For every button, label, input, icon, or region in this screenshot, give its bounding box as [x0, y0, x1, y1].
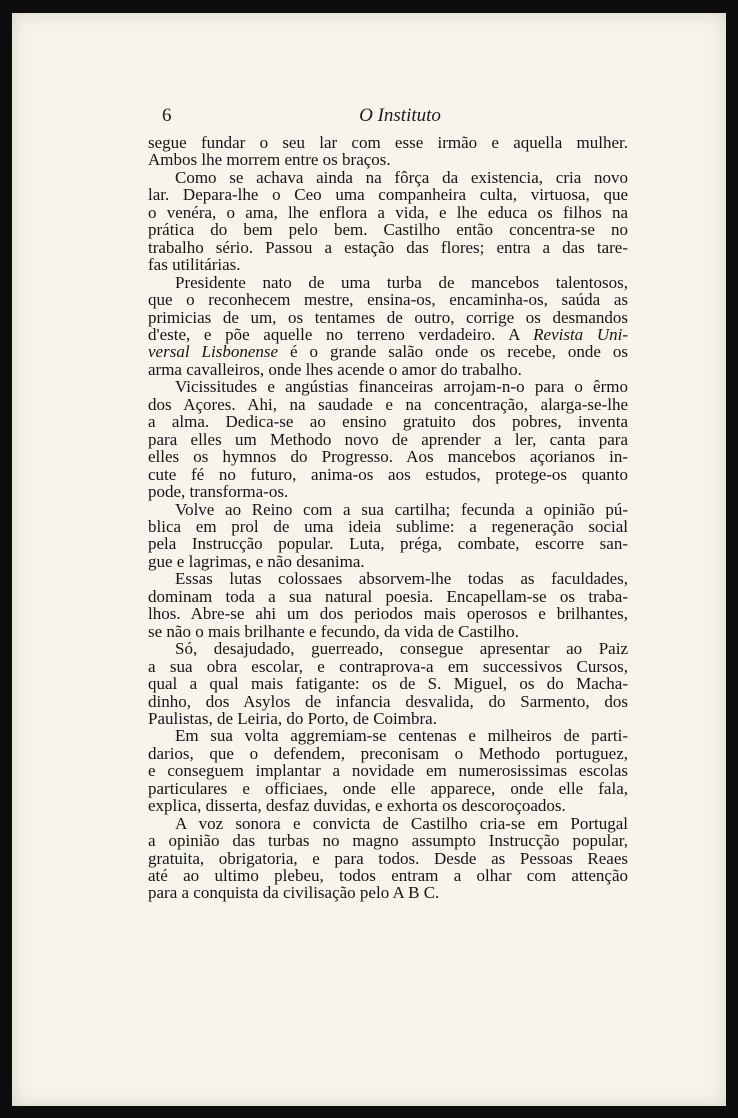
text-line: fas utilitárias.	[148, 255, 241, 275]
text-line: Em sua volta aggremiam-se centenas e milheiros de parti-	[175, 726, 628, 746]
text-line: para elles um Methodo novo de aprender a ler, canta para	[148, 429, 628, 449]
text-line: versal Lisbonense é o grande salão onde os recebe, onde os	[148, 342, 628, 362]
text-line: dinho, dos Asylos de infancia desvalida, do Sarmento, dos	[148, 691, 628, 711]
text-line: o venéra, o ama, lhe enflora a vida, e lhe educa os filhos na	[148, 202, 628, 222]
text-line: gratuita, obrigatoria, e para todos. Desde as Pessoas Reaes	[148, 848, 628, 868]
text-line: se não o mais brilhante e fecundo, da vida de Castilho.	[148, 621, 520, 641]
text-line: Volve ao Reino com a sua cartilha; fecunda a opinião pú-	[175, 499, 628, 519]
text-line: qual a qual mais fatigante: os de S. Miguel, os do Macha-	[148, 674, 628, 694]
text-line: cute fé no futuro, anima-os aos estudos, protege-os quanto	[148, 464, 628, 484]
text-line: Presidente nato de uma turba de mancebos talentosos,	[175, 272, 628, 292]
text-line: blica em prol de uma ideia sublime: a regeneração social	[148, 516, 628, 536]
text-line: dos Açores. Ahi, na saudade e na concentração, alarga-se-lhe	[148, 394, 628, 414]
running-title: O Instituto	[359, 105, 441, 126]
page-number: 6	[162, 105, 172, 126]
text-line: primicias de um, os tentames de outro, corrige os desmandos	[148, 307, 628, 327]
text-line: lar. Depara-lhe o Ceo uma companheira culta, virtuosa, que	[148, 185, 628, 205]
text-line: até ao ultimo plebeu, todos entram a olhar com attenção	[148, 866, 628, 886]
text-line: a sua obra escolar, e contraprova-a em successivos Cursos,	[148, 656, 628, 676]
text-line: e conseguem implantar a novidade em numerosissimas escolas	[148, 761, 628, 781]
text-line: Paulistas, de Leiria, do Porto, de Coimbra.	[148, 708, 437, 728]
text-line: arma cavalleiros, onde lhes acende o amor do trabalho.	[148, 359, 522, 379]
body-text	[148, 134, 628, 902]
text-line: darios, que o defendem, preconisam o Methodo portuguez,	[148, 743, 628, 763]
paragraph	[148, 815, 628, 902]
text-line: dominam toda a sua natural poesia. Encapellam-se os traba-	[148, 586, 628, 606]
text-line: explica, disserta, desfaz duvidas, e exhorta os descoroçoados.	[148, 796, 566, 816]
text-line: Vicissitudes e angústias financeiras arrojam-n-o para o êrmo	[175, 377, 628, 397]
text-line: lhos. Abre-se ahi um dos periodos mais operosos e brilhantes,	[148, 604, 628, 624]
text-line: a alma. Dedica-se ao ensino gratuito dos pobres, inventa	[148, 412, 628, 432]
text-line: pode, transforma-os.	[148, 482, 289, 502]
paragraph	[148, 378, 628, 500]
paragraph	[148, 640, 628, 727]
page-header	[160, 105, 640, 127]
text-line: particulares e officiaes, onde elle apparece, onde elle fala,	[148, 778, 628, 798]
text-line: pela Instrucção popular. Luta, préga, combate, escorre san-	[148, 534, 628, 554]
paragraph	[148, 570, 628, 640]
text-line: trabalho sério. Passou a estação das flores; entra a das tare-	[148, 237, 628, 257]
paragraph	[148, 727, 628, 814]
text-line: Essas lutas colossaes absorvem-lhe todas as faculdades,	[175, 569, 628, 589]
text-line: Só, desajudado, guerreado, consegue apresentar ao Paiz	[175, 639, 628, 659]
paragraph	[148, 274, 628, 379]
text-line: segue fundar o seu lar com esse irmão e aquella mulher.	[148, 133, 628, 152]
text-line: que o reconhecem mestre, ensina-os, encaminha-os, saúda as	[148, 290, 628, 310]
text-line: prática do bem pelo bem. Castilho então concentra-se no	[148, 220, 628, 240]
text-line: Ambos lhe morrem entre os braços.	[148, 150, 391, 170]
text-line: d'este, e põe aquelle no terreno verdadeiro. A Revista Uni-	[148, 324, 628, 344]
text-line: Como se achava ainda na fôrça da existencia, cria novo	[175, 167, 628, 187]
text-line: para a conquista da civilisação pelo A B C.	[148, 883, 440, 903]
paragraph	[148, 134, 628, 169]
paragraph	[148, 501, 628, 571]
text-line: A voz sonora e convicta de Castilho cria-se em Portugal	[175, 813, 628, 833]
text-line: a opinião das turbas no magno assumpto Instrucção popular,	[148, 831, 628, 851]
text-line: gue e lagrimas, e não desanima.	[148, 551, 365, 571]
paragraph	[148, 169, 628, 274]
text-line: elles os hymnos do Progresso. Aos mancebos açorianos in-	[148, 447, 628, 467]
